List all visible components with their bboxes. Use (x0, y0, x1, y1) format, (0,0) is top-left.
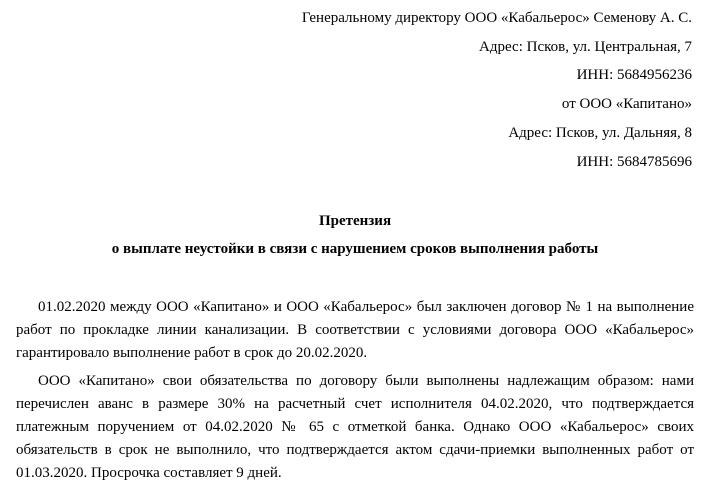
sender-line: от ООО «Капитано» (561, 96, 692, 112)
document-subtitle: о выплате неустойки в связи с нарушением сроков выполнения работы (111, 241, 599, 257)
document-title: Претензия (318, 213, 392, 229)
body-paragraph-2: ООО «Капитано» свои обязательства по договору были выполнены надлежащим образом: нами перечислен аванс в размере 30% на расчетный счет исполнителя 04.02.2020, что подтверждается платежным поручением от 04.02.2020 № 65 с отметкой банка. Однако ООО «Кабальерос» своих обязательств в срок не выполнило, что подтверждается актом сдачи-приемки выполненных работ от 01.03.2020. Просрочка составляет 9 дней. (16, 373, 694, 481)
sender-inn: ИНН: 5684785696 (576, 154, 692, 170)
addressee-line: Генеральному директору ООО «Кабальерос» Семенову А. С. (301, 10, 692, 26)
addressee-inn: ИНН: 5684956236 (576, 67, 692, 83)
body-paragraph-1: 01.02.2020 между ООО «Капитано» и ООО «Кабальерос» был заключен договор № 1 на выполнение работ по прокладке линии канализации. В соответствии с условиями договора ООО «Кабальерос» гарантировало выполнение работ в срок до 20.02.2020. (16, 299, 694, 361)
sender-address: Адрес: Псков, ул. Дальняя, 8 (508, 125, 692, 141)
addressee-address: Адрес: Псков, ул. Центральная, 7 (479, 39, 692, 55)
